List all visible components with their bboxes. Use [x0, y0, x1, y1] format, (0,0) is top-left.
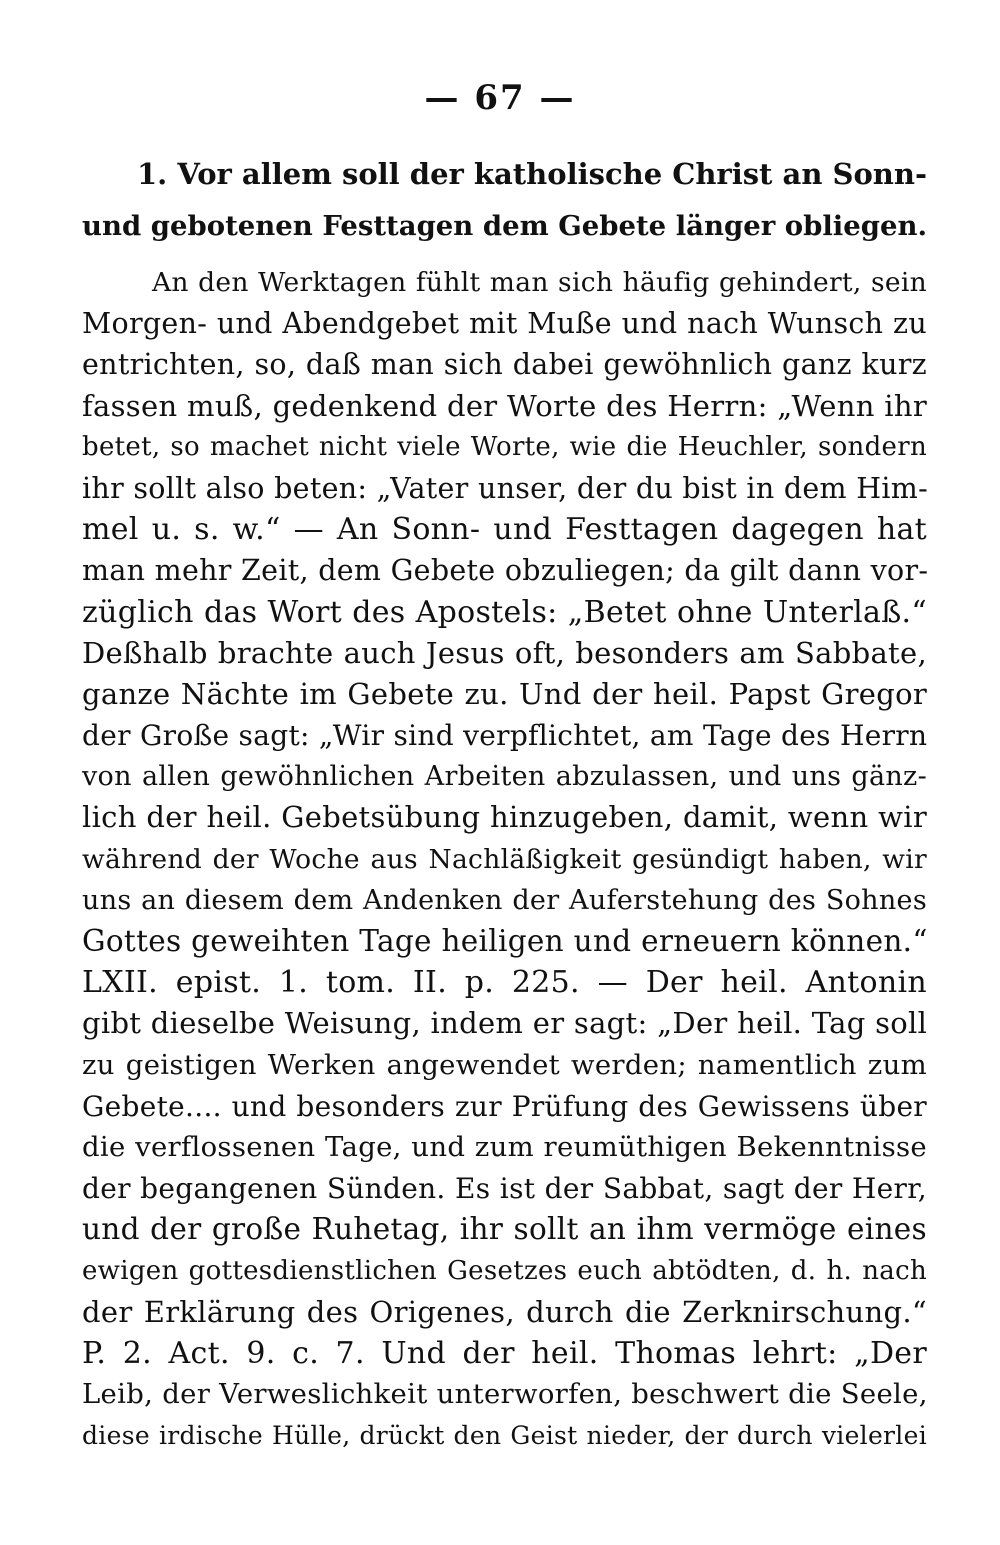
body-line: von allen gewöhnlichen Arbeiten abzulassen, und uns gänz-	[82, 761, 927, 793]
body-line: Gebete.... und besonders zur Prüfung des Gewissens über	[82, 1089, 927, 1123]
body-line: betet, so machet nicht viele Worte, wie die Heuchler, sondern	[82, 431, 927, 462]
body-line: man mehr Zeit, dem Gebete obzuliegen; da gilt dann vor-	[82, 554, 929, 588]
body-line: Gottes geweihten Tage heiligen und erneuern können.“	[82, 924, 928, 958]
body-line: Deßhalb brachte auch Jesus oft, besonders am Sabbate,	[82, 635, 927, 670]
body-line: zu geistigen Werken angewendet werden; namentlich zum	[82, 1048, 927, 1081]
body-line: ganze Nächte im Gebete zu. Und der heil. Papst Gregor	[82, 676, 927, 711]
section-heading	[82, 148, 927, 252]
body-line: An den Werktagen fühlt man sich häufig gehindert, sein	[152, 267, 927, 298]
body-line: züglich das Wort des Apostels: „Betet ohne Unterlaß.“	[82, 594, 927, 630]
heading-line: und gebotenen Festtagen dem Gebete länger obliegen.	[82, 210, 928, 242]
body-line: entrichten, so, daß man sich dabei gewöhnlich ganz kurz	[82, 348, 927, 382]
body-line: uns an diesem dem Andenken der Auferstehung des Sohnes	[82, 884, 927, 916]
body-line: der Erklärung des Origenes, durch die Zerknirschung.“	[82, 1294, 927, 1329]
body-line: P. 2. Act. 9. c. 7. Und der heil. Thomas lehrt: „Der	[82, 1335, 927, 1371]
body-line: Morgen- und Abendgebet mit Muße und nach Wunsch zu	[82, 307, 927, 341]
body-line: ihr sollt also beten: „Vater unser, der du bist in dem Him-	[82, 471, 929, 505]
body-line: fassen muß, gedenkend der Worte des Herrn: „Wenn ihr	[82, 388, 927, 423]
body-line: lich der heil. Gebetsübung hinzugeben, damit, wenn wir	[82, 800, 927, 835]
body-line: mel u. s. w.“ — An Sonn- und Festtagen dagegen hat	[82, 512, 927, 548]
heading-line: 1. Vor allem soll der katholische Christ an Sonn-	[137, 157, 927, 191]
body-text	[82, 262, 927, 1456]
body-line: gibt dieselbe Weisung, indem er sagt: „Der heil. Tag soll	[82, 1006, 928, 1041]
body-line: und der große Ruhetag, ihr sollt an ihm vermöge eines	[82, 1212, 927, 1247]
body-line: der Große sagt: „Wir sind verpflichtet, am Tage des Herrn	[82, 719, 928, 753]
page-number: — 67 —	[424, 78, 576, 118]
body-line: LXII. epist. 1. tom. II. p. 225. — Der heil. Antonin	[82, 965, 927, 1001]
body-line: während der Woche aus Nachläßigkeit gesündigt haben, wir	[82, 843, 927, 875]
body-line: die verflossenen Tage, und zum reumüthigen Bekenntnisse	[82, 1130, 927, 1163]
body-line: der begangenen Sünden. Es ist der Sabbat, sagt der Herr,	[82, 1172, 927, 1206]
body-line: Leib, der Verweslichkeit unterworfen, beschwert die Seele,	[82, 1378, 928, 1411]
body-line: ewigen gottesdienstlichen Gesetzes euch abtödten, d. h. nach	[82, 1255, 927, 1286]
body-line: diese irdische Hülle, drückt den Geist nieder, der durch vielerlei	[82, 1421, 927, 1451]
